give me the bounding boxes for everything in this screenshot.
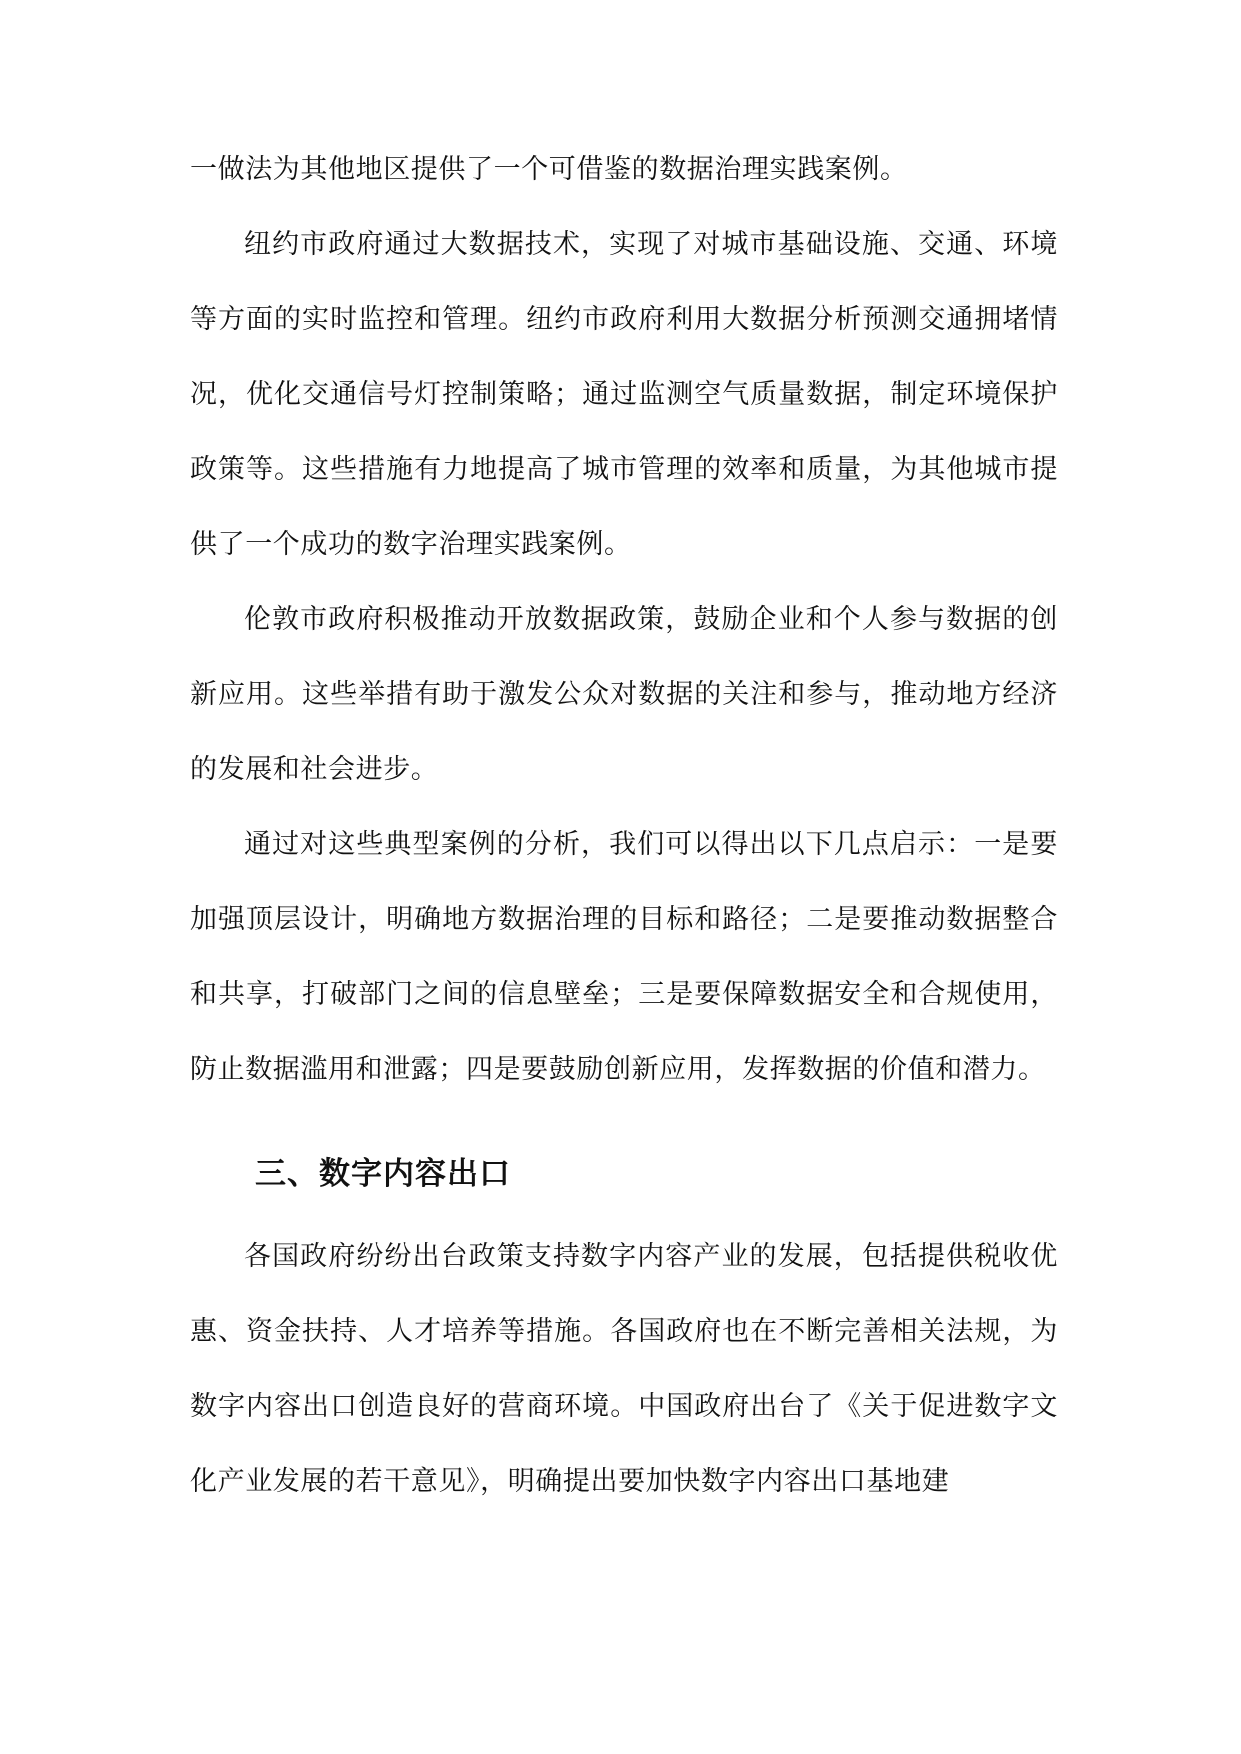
paragraph-continuation: 一做法为其他地区提供了一个可借鉴的数据治理实践案例。: [190, 154, 908, 185]
paragraph-london: 伦敦市政府积极推动开放数据政策，鼓励企业和个人参与数据的创新应用。这些举措有助于激发公众对数据的关注和参与，推动地方经济的发展和社会进步。: [190, 604, 1058, 785]
section-heading: 三、数字内容出口: [255, 1156, 511, 1192]
document-body: [190, 132, 1058, 1519]
paragraph-new-york: 纽约市政府通过大数据技术，实现了对城市基础设施、交通、环境等方面的实时监控和管理。纽约市政府利用大数据分析预测交通拥堵情况，优化交通信号灯控制策略；通过监测空气质量数据，制定环境保护政策等。这些措施有力地提高了城市管理的效率和质量，为其他城市提供了一个成功的数字治理实践案例。: [190, 229, 1058, 560]
paragraph-insights: 通过对这些典型案例的分析，我们可以得出以下几点启示：一是要加强顶层设计，明确地方数据治理的目标和路径；二是要推动数据整合和共享，打破部门之间的信息壁垒；三是要保障数据安全和合规使用，防止数据滥用和泄露；四是要鼓励创新应用，发挥数据的价值和潜力。: [190, 829, 1058, 1085]
paragraph-digital-content-export: 各国政府纷纷出台政策支持数字内容产业的发展，包括提供税收优惠、资金扶持、人才培养等措施。各国政府也在不断完善相关法规，为数字内容出口创造良好的营商环境。中国政府出台了《关于促进数字文化产业发展的若干意见》，明确提出要加快数字内容出口基地建: [190, 1241, 1058, 1497]
